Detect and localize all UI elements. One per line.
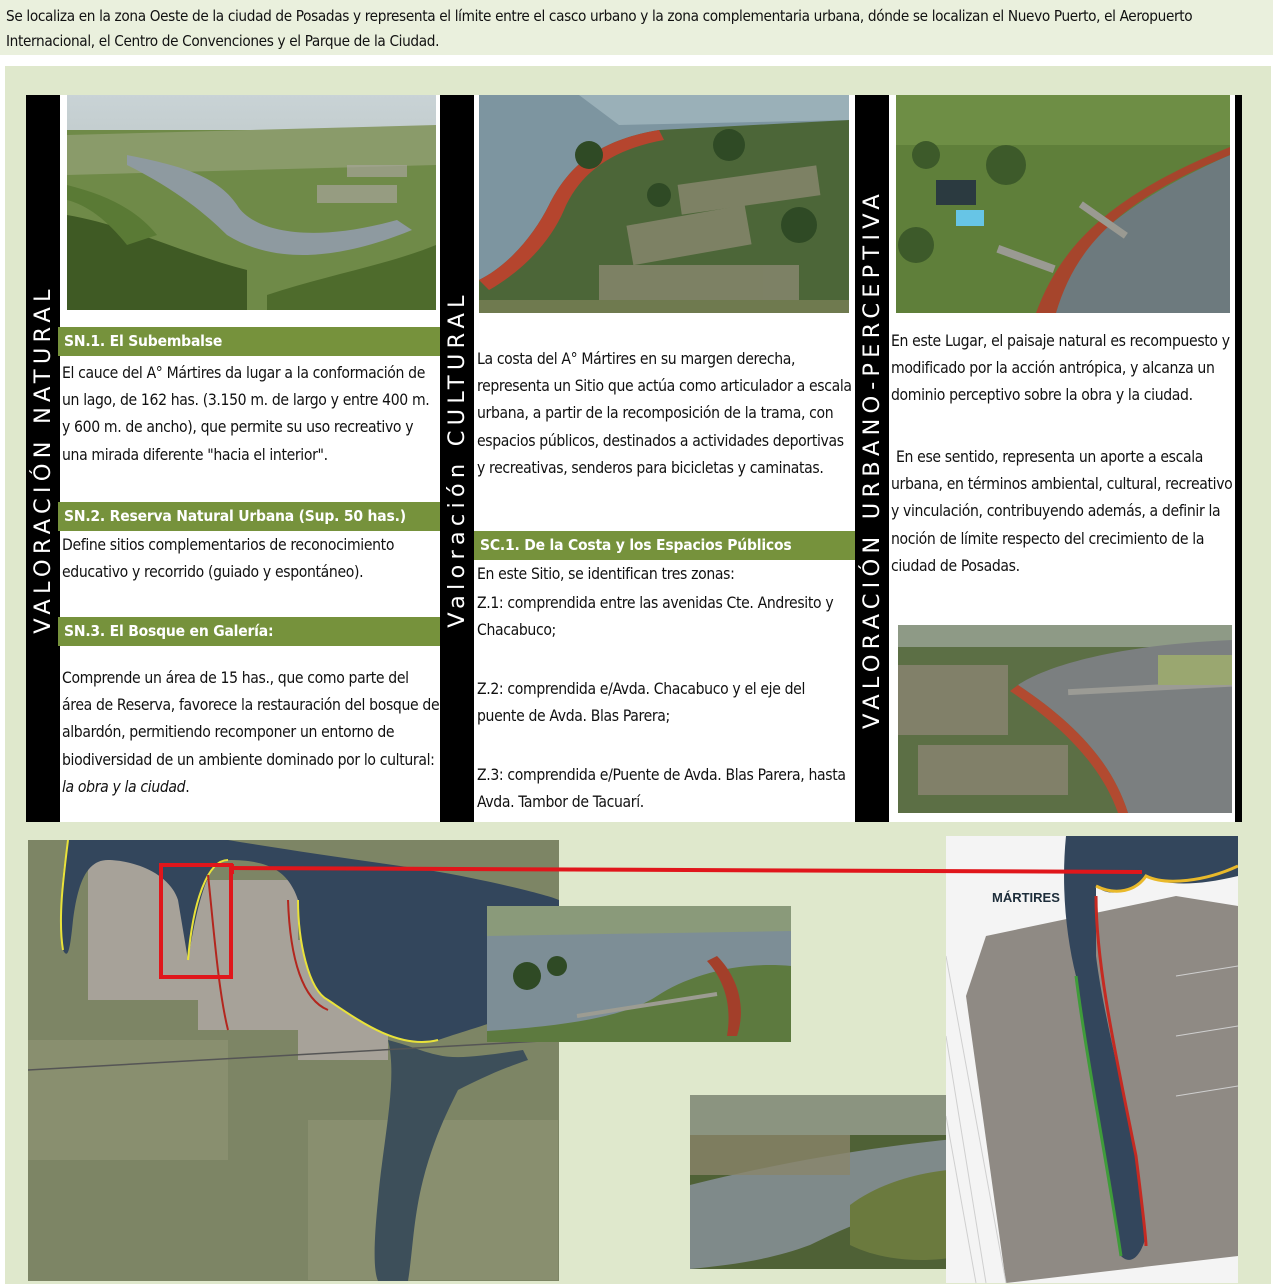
cultural-title: Valoración CULTURAL bbox=[444, 289, 470, 628]
sn3-text-main: Comprende un área de 15 has., que como parte del área de Reserva, favorece la restauración del bosque de albardón, permitiendo recomponer un entorno de biodiversidad de un ambiente dominado por lo cultural: bbox=[62, 669, 440, 769]
sn2-header: SN.2. Reserva Natural Urbana (Sup. 50 has.) bbox=[58, 502, 440, 531]
city-aerial-photo bbox=[898, 625, 1232, 813]
sn2-text: Define sitios complementarios de reconocimiento educativo y recorrido (guiado y espontáneo). bbox=[62, 536, 395, 582]
convention-center-photo bbox=[896, 95, 1230, 313]
sc1-intro: En este Sitio, se identifican tres zonas: bbox=[477, 565, 735, 583]
zone-2-text: Z.2: comprendida e/Avda. Chacabuco y el eje del puente de Avda. Blas Parera; bbox=[477, 680, 806, 726]
intro-paragraph: Se localiza en la zona Oeste de la ciudad de Posadas y representa el límite entre el casco urbano y la zona complementaria urbana, dónde se localizan el Nuevo Puerto, el Aeropuerto Internacional, el Centro de Convenciones y el Parque de la Ciudad. bbox=[0, 0, 1273, 55]
urbano-title: VALORACIÓN URBANO-PERCEPTIVA bbox=[859, 188, 885, 729]
highlight-connector-top bbox=[163, 863, 233, 867]
sn1-header: SN.1. El Subembalse bbox=[58, 327, 440, 356]
cultural-title-bar bbox=[440, 95, 474, 822]
sc1-header: SC.1. De la Costa y los Espacios Públicos bbox=[474, 531, 856, 560]
urbano-panel-edge bbox=[1235, 95, 1242, 822]
natural-title: VALORACIÓN NATURAL bbox=[30, 283, 56, 634]
lake-aerial-inset bbox=[487, 906, 791, 1042]
lake-rendering-photo bbox=[67, 95, 436, 310]
sn3-header: SN.3. El Bosque en Galería: bbox=[58, 617, 440, 646]
sn3-text bbox=[62, 665, 440, 801]
coast-aerial-photo bbox=[479, 95, 849, 313]
zone-1-text: Z.1: comprendida entre las avenidas Cte. Andresito y Chacabuco; bbox=[477, 594, 834, 640]
urbano-paragraph-1: En este Lugar, el paisaje natural es recompuesto y modificado por la acción antrópica, y alcanza un dominio perceptivo sobre la obra y la ciudad. bbox=[891, 332, 1230, 405]
martires-label: MÁRTIRES bbox=[992, 890, 1060, 905]
sn3-text-end: . bbox=[185, 777, 190, 796]
natural-title-bar bbox=[26, 95, 60, 822]
martires-detail-map bbox=[946, 836, 1238, 1283]
sn3-text-italic: la obra y la ciudad bbox=[62, 777, 186, 796]
urbano-paragraph-2: En ese sentido, representa un aporte a escala urbana, en términos ambiental, cultural, recreativo y vinculación, contribuyendo además, a definir la noción de límite respecto del crecimiento de la ciudad de Posadas. bbox=[891, 448, 1233, 575]
zone-3-text: Z.3: comprendida e/Puente de Avda. Blas Parera, hasta Avda. Tambor de Tacuarí. bbox=[477, 766, 846, 812]
sn1-text: El cauce del A° Mártires da lugar a la conformación de un lago, de 162 has. (3.150 m. de largo y entre 400 m. y 600 m. de ancho), que permite su uso recreativo y una mirada diferente "hacia el interior". bbox=[62, 364, 430, 464]
posadas-satellite-map bbox=[28, 840, 559, 1281]
urbano-title-bar bbox=[855, 95, 889, 822]
cultural-intro-text: La costa del A° Mártires en su margen derecha, representa un Sitio que actúa como articulador a escala urbana, a partir de la recomposición de la trama, con espacios públicos, destinados a actividades deportivas y recreativas, senderos para bicicletas y caminatas. bbox=[477, 350, 852, 477]
